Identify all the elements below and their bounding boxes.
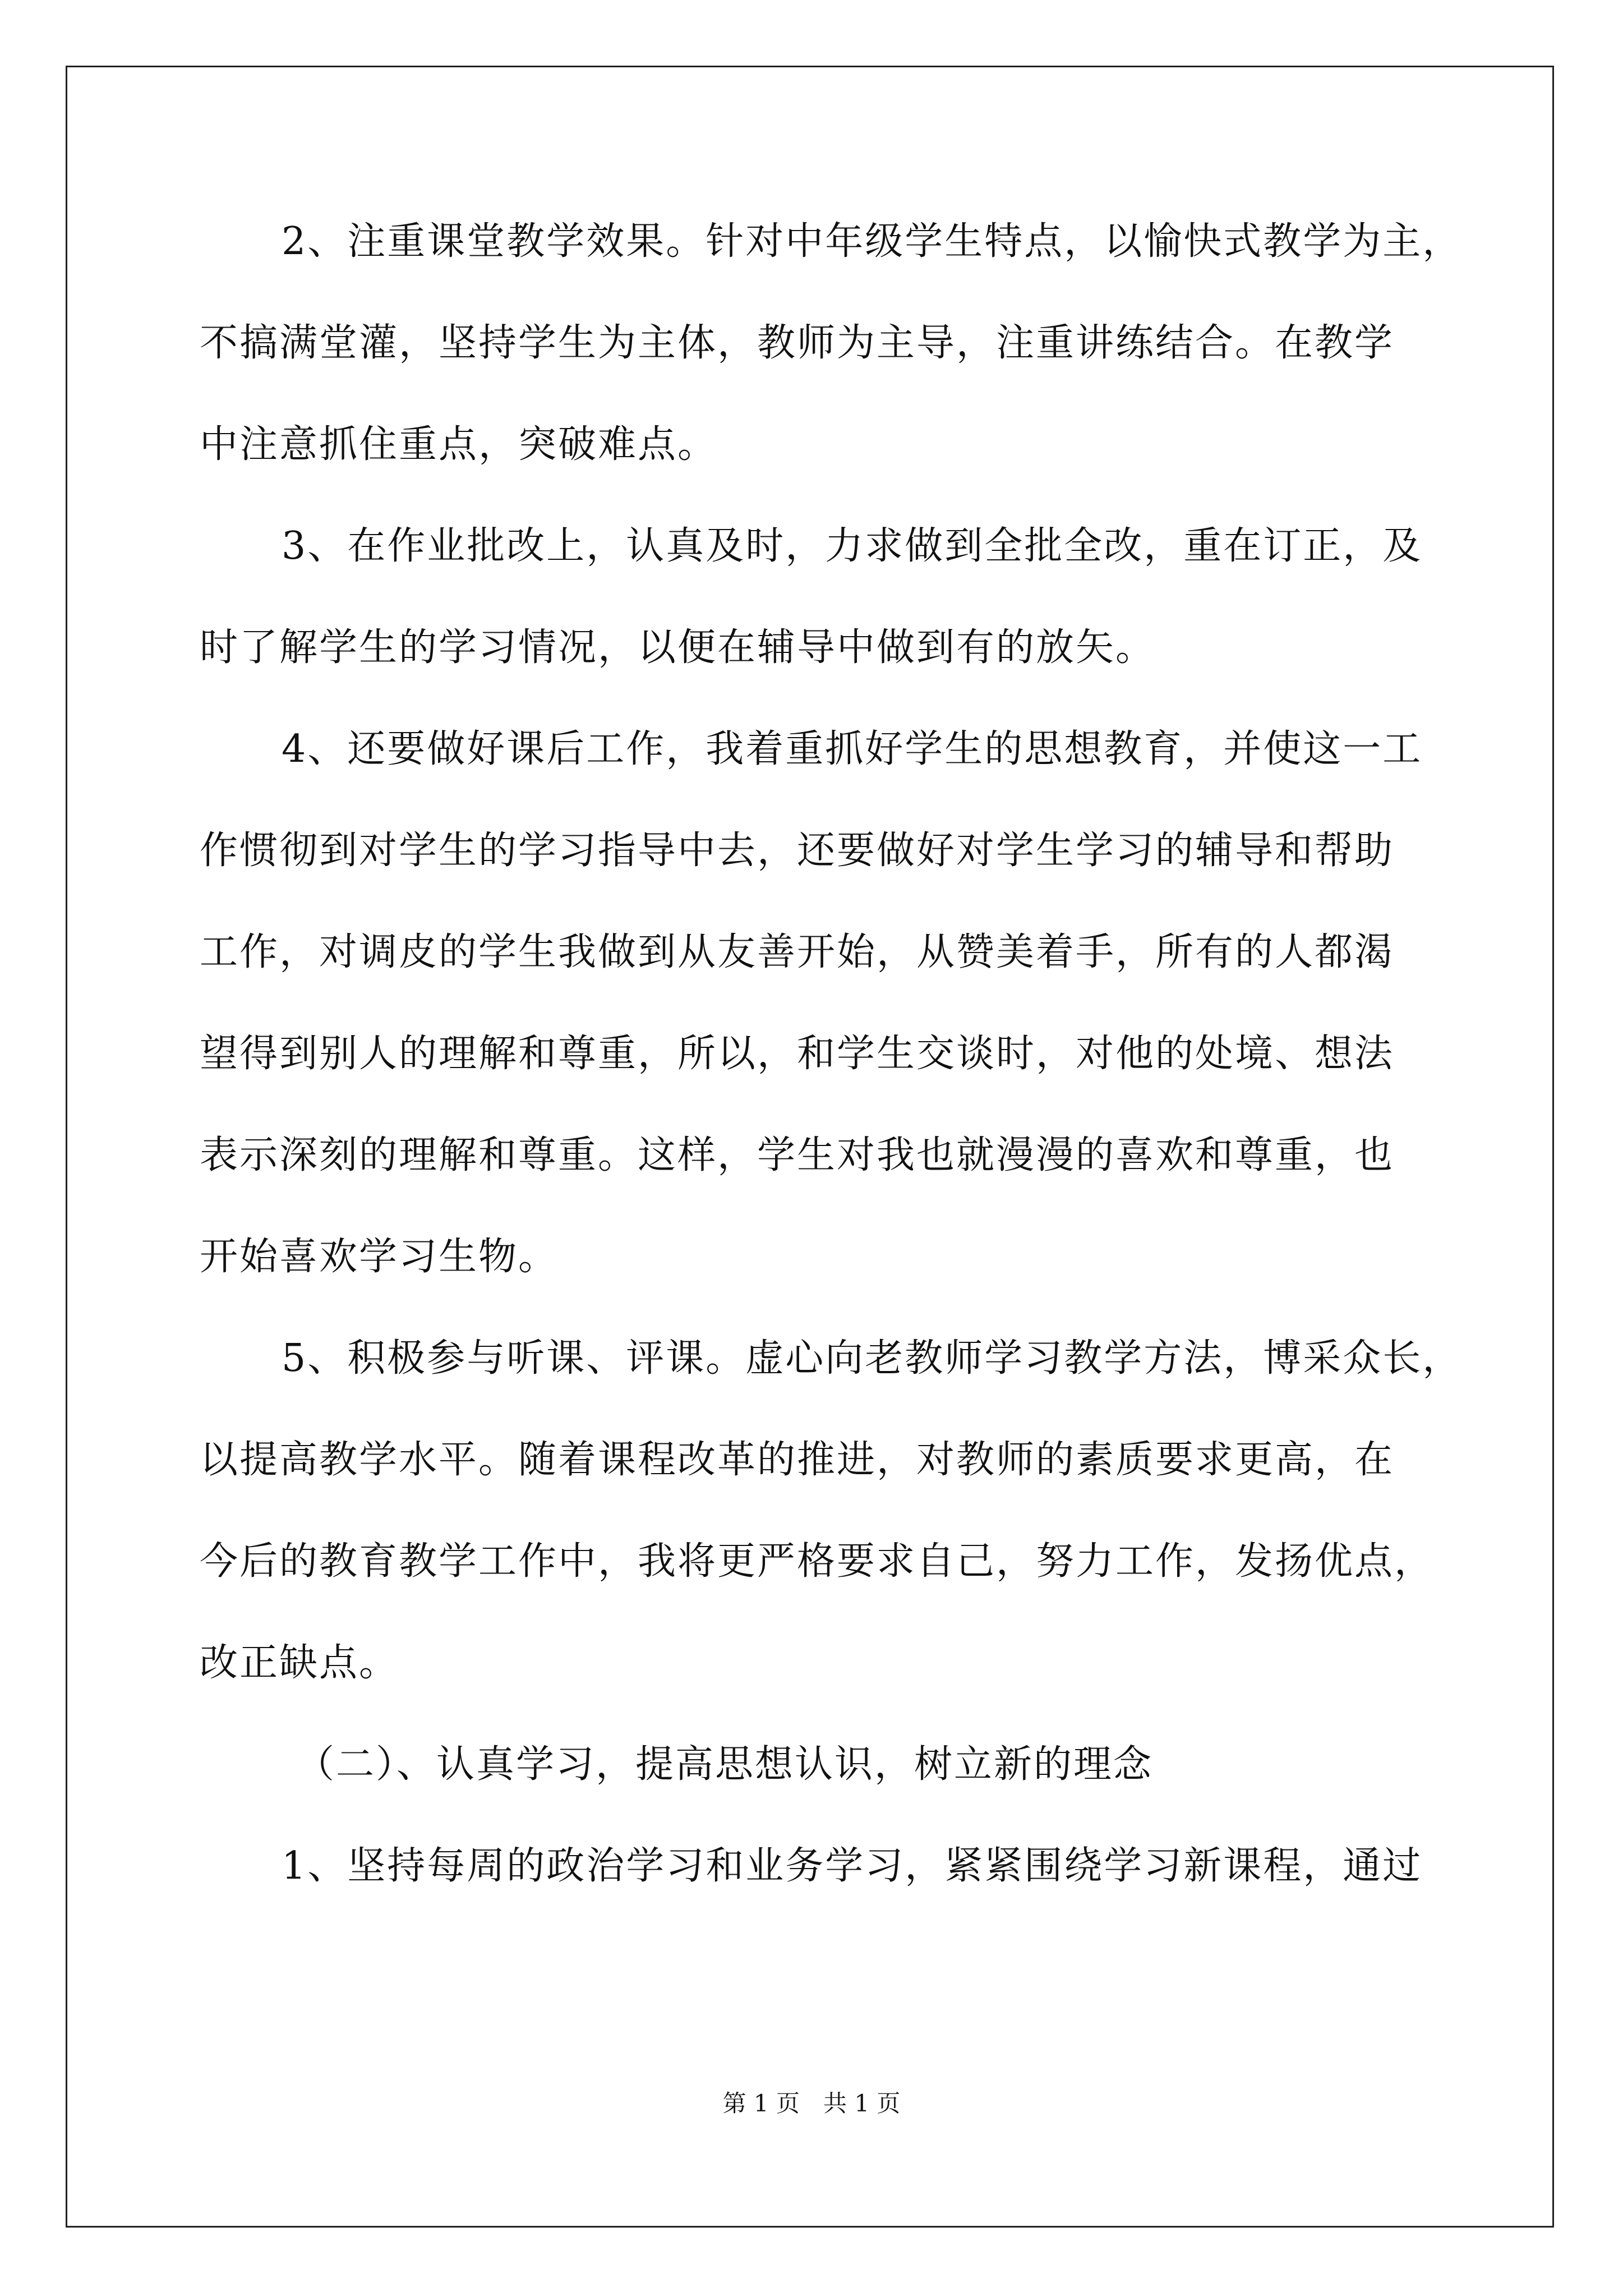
paragraph-5-line-2: 以提高教学水平。随着课程改革的推进，对教师的素质要求更高，在 <box>200 1438 1395 1482</box>
paragraph-2-line-3: 中注意抓住重点，突破难点。 <box>200 422 718 467</box>
paragraph-4-line-1: 4、还要做好课后工作，我着重抓好学生的思想教育，并使这一工 <box>282 727 1423 771</box>
section-heading: （二）、认真学习，提高思想认识，树立新的理念 <box>296 1742 1154 1787</box>
page-footer: 第 1 页 共 1 页 <box>722 2090 901 2117</box>
paragraph-3-line-1: 3、在作业批改上，认真及时，力求做到全批全改，重在订正，及 <box>282 524 1423 568</box>
paragraph-4-line-3: 工作，对调皮的学生我做到从友善开始，从赞美着手，所有的人都渴 <box>200 930 1395 974</box>
document-body <box>200 219 1463 1945</box>
paragraph-2-line-2: 不搞满堂灌，坚持学生为主体，教师为主导，注重讲练结合。在教学 <box>200 321 1395 365</box>
paragraph-4-line-6: 开始喜欢学习生物。 <box>200 1235 559 1279</box>
paragraph-5-line-1: 5、积极参与听课、评课。虚心向老教师学习教学方法，博采众长， <box>282 1336 1463 1381</box>
paragraph-4-line-4: 望得到别人的理解和尊重，所以，和学生交谈时，对他的处境、想法 <box>200 1032 1395 1076</box>
paragraph-4-line-2: 作惯彻到对学生的学习指导中去，还要做好对学生学习的辅导和帮助 <box>200 829 1395 873</box>
paragraph-3-line-2: 时了解学生的学习情况，以便在辅导中做到有的放矢。 <box>200 625 1156 670</box>
paragraph-5-line-4: 改正缺点。 <box>200 1641 399 1685</box>
paragraph-2-line-1: 2、注重课堂教学效果。针对中年级学生特点，以愉快式教学为主， <box>282 219 1463 264</box>
paragraph-6-line-1: 1、坚持每周的政治学习和业务学习，紧紧围绕学习新课程，通过 <box>282 1844 1423 1888</box>
paragraph-4-line-5: 表示深刻的理解和尊重。这样，学生对我也就漫漫的喜欢和尊重，也 <box>200 1133 1395 1177</box>
paragraph-5-line-3: 今后的教育教学工作中，我将更严格要求自己，努力工作，发扬优点， <box>200 1539 1435 1584</box>
